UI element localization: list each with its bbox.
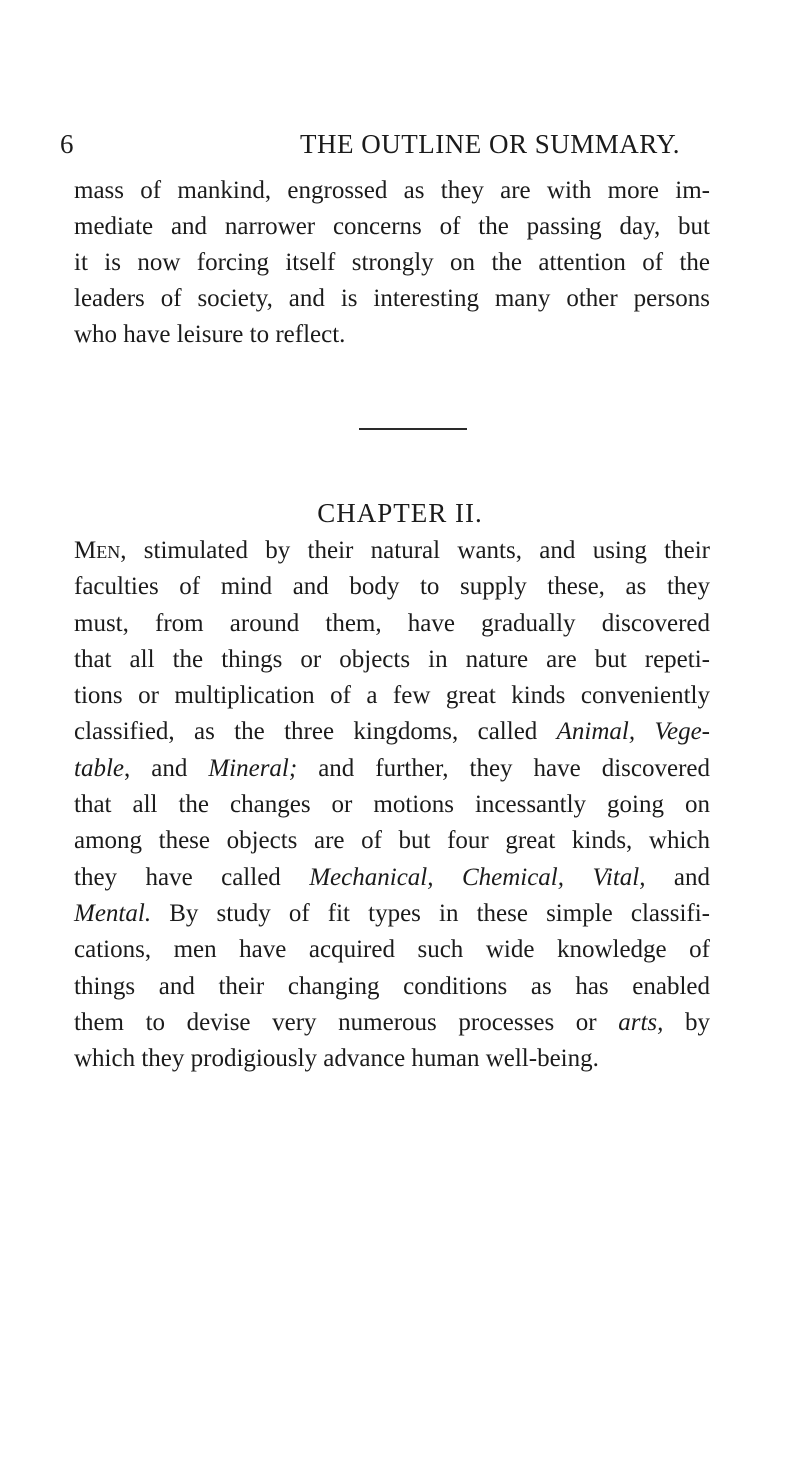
text-line xyxy=(74,751,710,787)
text-line: that all the changes or motions incessantly going on xyxy=(74,791,710,819)
text-line: tions or multiplication of a few great kinds conveniently xyxy=(74,682,710,710)
text-line: must, from around them, have gradually discovered xyxy=(74,609,710,637)
italic-term: Animal, xyxy=(556,718,636,746)
text-span: By study of fit types in these simple classifi- xyxy=(169,899,711,927)
paragraph-continuation xyxy=(74,173,710,353)
text-line: faculties of mind and body to supply these, as they xyxy=(74,573,710,601)
text-line xyxy=(74,1005,710,1041)
page-number: 6 xyxy=(60,129,74,159)
text-line: it is now forcing itself strongly on the attention of the xyxy=(74,249,710,276)
italic-term: Mental. xyxy=(74,899,152,927)
text-line: mediate and narrower concerns of the passing day, but xyxy=(74,213,710,240)
text-line xyxy=(74,533,710,569)
italic-term: Mechanical, xyxy=(309,863,434,891)
text-line: things and their changing conditions as has enabled xyxy=(74,972,710,1000)
text-span: classified, as the three kingdoms, called xyxy=(74,718,538,746)
text-line: that all the things or objects in nature are but repeti- xyxy=(74,645,710,673)
chapter-heading: CHAPTER II. xyxy=(317,498,483,528)
running-title: THE OUTLINE OR SUMMARY. xyxy=(300,129,681,159)
italic-term: Chemical, xyxy=(461,863,565,891)
italic-term: Vege- xyxy=(654,718,711,746)
italic-term: arts, xyxy=(618,1008,664,1036)
text-line xyxy=(74,896,710,932)
text-line: mass of mankind, engrossed as they are with more im- xyxy=(74,177,710,204)
text-line: who have leisure to reflect. xyxy=(74,321,346,348)
text-line: which they prodigiously advance human well-being. xyxy=(74,1045,599,1073)
chapter-paragraph xyxy=(74,533,710,1077)
text-span: they have called xyxy=(74,863,281,891)
italic-term: table xyxy=(74,754,124,782)
text-line: cations, men have acquired such wide knowledge of xyxy=(74,936,710,964)
text-line xyxy=(74,714,710,750)
text-line xyxy=(74,860,710,896)
text-span: them to devise very numerous processes or xyxy=(74,1008,597,1036)
running-head xyxy=(60,127,740,161)
text-line: leaders of society, and is interesting many other persons xyxy=(74,285,710,312)
text-span: , stimulated by their natural wants, and using their xyxy=(120,537,710,564)
italic-term: Vital, xyxy=(592,863,646,891)
text-line: among these objects are of but four great kinds, which xyxy=(74,827,710,855)
text-span: and xyxy=(673,863,711,891)
text-span: , and xyxy=(124,754,188,782)
text-span: and further, they have discovered xyxy=(318,754,711,782)
section-divider xyxy=(359,428,467,430)
lead-word: Men xyxy=(74,537,121,564)
italic-term: Mineral; xyxy=(208,754,298,782)
text-span: by xyxy=(685,1008,711,1036)
